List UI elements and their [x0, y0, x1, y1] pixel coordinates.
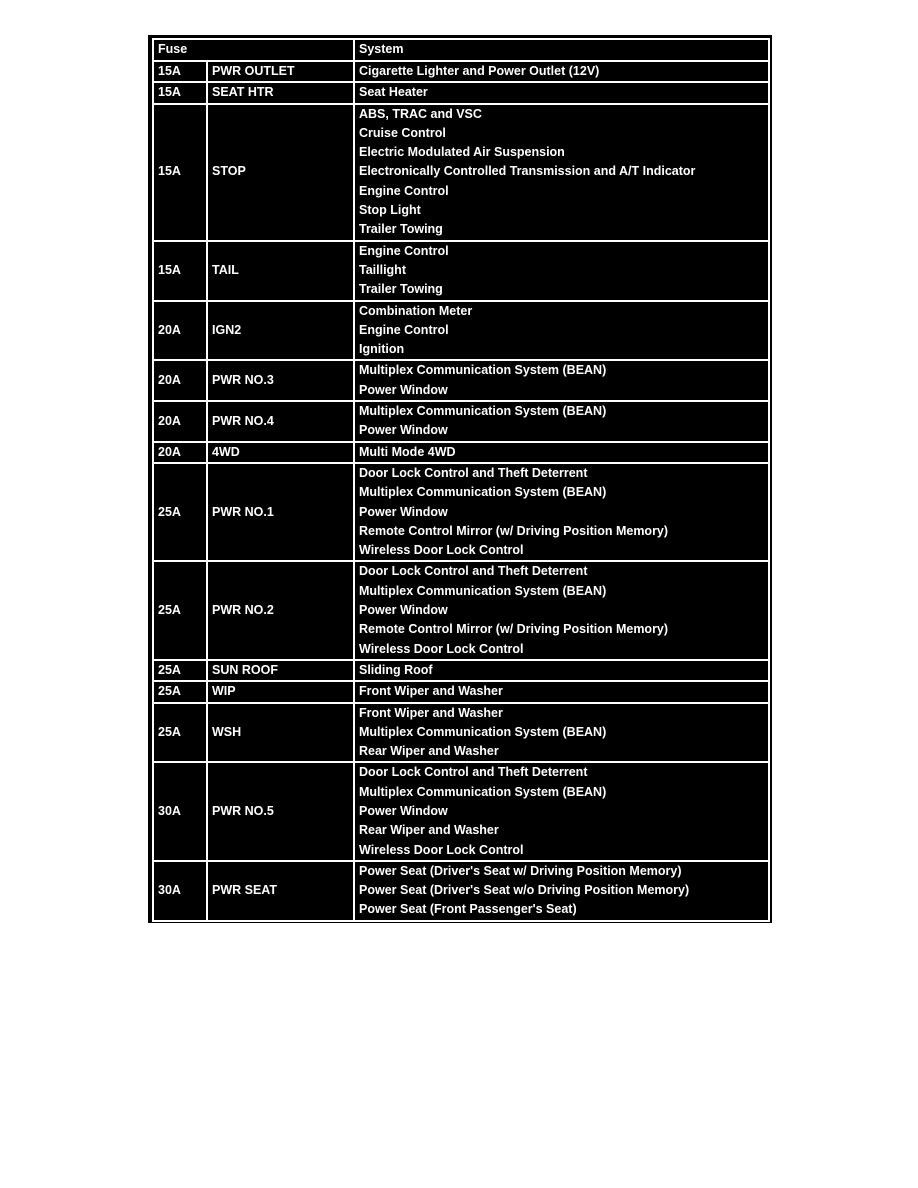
fuse-name: PWR NO.3 [207, 360, 354, 401]
fuse-amperage: 15A [153, 104, 207, 241]
table-row [153, 401, 769, 442]
system-item: Sliding Roof [359, 662, 433, 677]
system-item: Seat Heater [359, 85, 428, 100]
system-item: Front Wiper and Washer [359, 684, 503, 699]
system-item: Combination Meter [359, 303, 473, 318]
table-row [153, 681, 769, 702]
table-row [153, 762, 769, 860]
fuse-systems [354, 82, 769, 103]
system-item: Engine Control [359, 322, 449, 337]
fuse-name: TAIL [207, 241, 354, 301]
table-row [153, 61, 769, 82]
system-item: ABS, TRAC and VSC [359, 106, 482, 121]
fuse-name: IGN2 [207, 301, 354, 361]
system-item: Power Seat (Driver's Seat w/ Driving Position Memory) [359, 863, 682, 878]
system-item: Remote Control Mirror (w/ Driving Position Memory) [359, 523, 669, 538]
system-item: Engine Control [359, 183, 449, 198]
system-item: Multiplex Communication System (BEAN) [359, 485, 607, 500]
system-item: Power Window [359, 603, 448, 618]
system-item: Stop Light [359, 203, 421, 218]
system-item: Wireless Door Lock Control [359, 543, 524, 558]
system-item: Door Lock Control and Theft Deterrent [359, 765, 588, 780]
fuse-systems [354, 401, 769, 442]
fuse-table-body [153, 61, 769, 921]
table-row [153, 561, 769, 659]
system-item: Electronically Controlled Transmission and A/T Indicator [359, 164, 696, 179]
fuse-amperage: 15A [153, 82, 207, 103]
table-row [153, 861, 769, 921]
fuse-name: SEAT HTR [207, 82, 354, 103]
fuse-systems [354, 104, 769, 241]
fuse-amperage: 30A [153, 762, 207, 860]
fuse-amperage: 25A [153, 660, 207, 681]
fuse-amperage: 15A [153, 241, 207, 301]
system-item: Multiplex Communication System (BEAN) [359, 784, 607, 799]
system-item: Multiplex Communication System (BEAN) [359, 583, 607, 598]
system-item: Wireless Door Lock Control [359, 641, 524, 656]
fuse-name: PWR NO.4 [207, 401, 354, 442]
fuse-systems [354, 442, 769, 463]
fuse-amperage: 20A [153, 301, 207, 361]
table-row [153, 104, 769, 241]
system-item: Wireless Door Lock Control [359, 842, 524, 857]
fuse-amperage: 25A [153, 681, 207, 702]
system-item: Cruise Control [359, 125, 446, 140]
system-column-header: System [354, 39, 769, 61]
system-item: Door Lock Control and Theft Deterrent [359, 465, 588, 480]
fuse-systems [354, 681, 769, 702]
system-item: Electric Modulated Air Suspension [359, 145, 565, 160]
fuse-systems [354, 463, 769, 561]
table-row [153, 463, 769, 561]
fuse-systems [354, 301, 769, 361]
system-item: Power Seat (Front Passenger's Seat) [359, 902, 577, 917]
fuse-name: WSH [207, 703, 354, 763]
fuse-name: PWR NO.1 [207, 463, 354, 561]
fuse-systems [354, 861, 769, 921]
system-item: Rear Wiper and Washer [359, 744, 499, 759]
fuse-name: STOP [207, 104, 354, 241]
fuse-table [152, 38, 770, 922]
system-item: Power Seat (Driver's Seat w/o Driving Position Memory) [359, 883, 690, 898]
table-row [153, 301, 769, 361]
fuse-amperage: 20A [153, 360, 207, 401]
system-item: Power Window [359, 803, 448, 818]
table-row [153, 442, 769, 463]
table-header-row [153, 39, 769, 61]
system-item: Power Window [359, 423, 448, 438]
system-item: Trailer Towing [359, 222, 443, 237]
fuse-systems [354, 241, 769, 301]
fuse-amperage: 30A [153, 861, 207, 921]
system-item: Front Wiper and Washer [359, 705, 503, 720]
fuse-systems [354, 61, 769, 82]
table-row [153, 241, 769, 301]
system-item: Rear Wiper and Washer [359, 823, 499, 838]
fuse-amperage: 20A [153, 442, 207, 463]
fuse-name: WIP [207, 681, 354, 702]
table-row [153, 703, 769, 763]
fuse-systems [354, 660, 769, 681]
fuse-amperage: 25A [153, 561, 207, 659]
fuse-amperage: 15A [153, 61, 207, 82]
fuse-systems [354, 360, 769, 401]
fuse-name: 4WD [207, 442, 354, 463]
fuse-amperage: 25A [153, 463, 207, 561]
table-row [153, 660, 769, 681]
system-item: Multiplex Communication System (BEAN) [359, 404, 607, 419]
system-item: Taillight [359, 262, 406, 277]
system-item: Power Window [359, 504, 448, 519]
fuse-column-header: Fuse [153, 39, 354, 61]
fuse-systems [354, 703, 769, 763]
system-item: Multiplex Communication System (BEAN) [359, 363, 607, 378]
fuse-name: PWR OUTLET [207, 61, 354, 82]
system-item: Ignition [359, 342, 405, 357]
fuse-name: SUN ROOF [207, 660, 354, 681]
fuse-systems [354, 561, 769, 659]
system-item: Engine Control [359, 243, 449, 258]
fuse-amperage: 25A [153, 703, 207, 763]
system-item: Trailer Towing [359, 282, 443, 297]
fuse-amperage: 20A [153, 401, 207, 442]
system-item: Door Lock Control and Theft Deterrent [359, 564, 588, 579]
fuse-name: PWR NO.2 [207, 561, 354, 659]
table-row [153, 82, 769, 103]
fuse-systems [354, 762, 769, 860]
system-item: Remote Control Mirror (w/ Driving Position Memory) [359, 622, 669, 637]
table-row [153, 360, 769, 401]
system-item: Cigarette Lighter and Power Outlet (12V) [359, 64, 600, 78]
system-item: Multiplex Communication System (BEAN) [359, 724, 607, 739]
system-item: Multi Mode 4WD [359, 444, 456, 459]
fuse-name: PWR SEAT [207, 861, 354, 921]
fuse-table-container [148, 35, 772, 923]
fuse-name: PWR NO.5 [207, 762, 354, 860]
system-item: Power Window [359, 382, 448, 397]
